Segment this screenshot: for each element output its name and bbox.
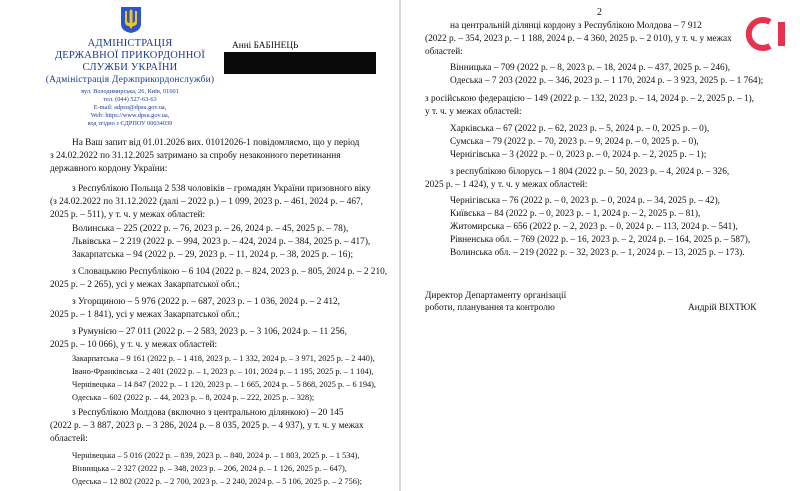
body-line: Волинська – 225 (2022 р. – 76, 2023 р. – 26, 2024 р. – 45, 2025 р. – 78), <box>72 224 349 234</box>
body-line: 2025 р. – 1 841), усі у межах Закарпатської обл.; <box>50 310 240 320</box>
body-line: Сумська – 79 (2022 р. – 70, 2023 р. – 9, 2024 р. – 0, 2025 р. – 0), <box>450 137 699 147</box>
body-line: Чернівецька – 5 016 (2022 р. – 839, 2023 р. – 840, 2024 р. – 1 803, 2025 р. – 1 534), <box>72 451 360 460</box>
body-line: у т. ч. у межах областей: <box>425 107 522 117</box>
body-line: Волинська обл. – 219 (2022 р. – 32, 2023 р. – 1, 2024 р. – 13, 2025 р. – 173). <box>450 248 745 258</box>
org-line-4: (Адміністрація Держприкордонслужби) <box>45 75 215 85</box>
body-line: областей: <box>425 47 463 57</box>
signatory-name: Андрій ВІХТЮК <box>688 303 757 313</box>
contact-address: вул. Володимирська, 26, Київ, 01601 <box>81 88 179 95</box>
contact-edrpou: код згідно з ЄДРПОУ 00034039 <box>87 120 173 127</box>
page-divider <box>399 0 401 491</box>
body-line: Закарпатська – 9 161 (2022 р. – 1 418, 2023 р. – 1 332, 2024 р. – 3 971, 2025 р. – 2 440), <box>72 354 375 363</box>
body-line: Харківська – 67 (2022 р. – 62, 2023 р. – 5, 2024 р. – 0, 2025 р. – 0), <box>450 124 710 134</box>
body-line: Львівська – 2 219 (2022 р. – 994, 2023 р. – 424, 2024 р. – 384, 2025 р. – 417), <box>72 237 371 247</box>
body-line: з російською федерацією – 149 (2022 р. – 132, 2023 р. – 14, 2024 р. – 2, 2025 р. – 1), <box>425 94 755 104</box>
body-line: Чернігівська – 3 (2022 р. – 0, 2023 р. – 0, 2024 р. – 2, 2025 р. – 1); <box>450 150 707 160</box>
body-line: (з 24.02.2022 по 31.12.2022 (далі – 2022 р.) – 1 099, 2023 р. – 461, 2024 р. – 467, <box>50 197 364 207</box>
body-line: Чернівецька – 14 847 (2022 р. – 1 120, 2023 р. – 1 665, 2024 р. – 5 868, 2025 р. – 6 194), <box>72 380 376 389</box>
body-line: Одеська – 7 203 (2022 р. – 346, 2023 р. – 1 170, 2024 р. – 3 923, 2025 р. – 1 764); <box>450 76 764 86</box>
contact-phone: тел. (044) 527-63-63 <box>103 96 157 103</box>
contact-email: E-mail: adpsu@dpsu.gov.ua, <box>93 104 167 111</box>
page-number: 2 <box>597 7 602 18</box>
body-line: На Ваш запит від 01.01.2026 вих. 01012026-1 повідомляємо, що у період <box>72 138 360 148</box>
body-line: Київська – 84 (2022 р. – 0, 2023 р. – 1, 2024 р. – 2, 2025 р. – 81), <box>450 209 701 219</box>
org-line-2: ДЕРЖАВНОЇ ПРИКОРДОННОЇ <box>54 50 206 61</box>
document-page-1 <box>0 0 398 491</box>
org-line-3: СЛУЖБИ УКРАЇНИ <box>82 62 178 73</box>
body-line: з Угорщиною – 5 976 (2022 р. – 687, 2023 р. – 1 036, 2024 р. – 2 412, <box>72 297 340 307</box>
signature-title-line-2: роботи, планування та контролю <box>425 303 555 313</box>
body-line: на центральній ділянці кордону з Республікою Молдова – 7 912 <box>450 21 702 31</box>
org-line-1: АДМІНІСТРАЦІЯ <box>87 38 173 49</box>
body-line: з Словацькою Республікою – 6 104 (2022 р. – 824, 2023 р. – 805, 2024 р. – 2 210, <box>72 267 388 277</box>
redacted-block <box>224 52 376 74</box>
recipient-name: Анні БАБІНЕЦЬ <box>232 41 299 51</box>
body-line: Вінницька – 2 327 (2022 р. – 348, 2023 р. – 206, 2024 р. – 1 126, 2025 р. – 647), <box>72 464 347 473</box>
body-line: Закарпатська – 94 (2022 р. – 29, 2023 р. – 11, 2024 р. – 38, 2025 р. – 16); <box>72 250 354 260</box>
body-line: Одеська – 602 (2022 р. – 44, 2023 р. – 8, 2024 р. – 222, 2025 р. – 328); <box>72 393 315 402</box>
body-line: Івано-Франківська – 2 401 (2022 р. – 1, 2023 р. – 101, 2024 р. – 1 195, 2025 р. – 1 104), <box>72 367 374 376</box>
body-line: Рівненська обл. – 769 (2022 р. – 16, 2023 р. – 2, 2024 р. – 164, 2025 р. – 587), <box>450 235 751 245</box>
body-line: з Румунією – 27 011 (2022 р. – 2 583, 2023 р. – 3 106, 2024 р. – 11 256, <box>72 327 347 337</box>
body-line: (2022 р. – 354, 2023 р. – 1 188, 2024 р. – 4 360, 2025 р. – 2 010), у т. ч. у межах <box>425 34 732 44</box>
ci-watermark-logo-icon <box>744 14 794 54</box>
body-line: Чернігівська – 76 (2022 р. – 0, 2023 р. – 0, 2024 р. – 34, 2025 р. – 42), <box>450 196 720 206</box>
body-line: 2025 р. – 511), у т. ч. у межах областей: <box>50 210 206 220</box>
body-line: з Республікою Польща 2 538 чоловіків – громадян України призовного віку <box>72 184 371 194</box>
body-line: 2025 р. – 1 424), у т. ч. у межах областей: <box>425 180 588 190</box>
signature-title-line-1: Директор Департаменту організації <box>425 291 567 301</box>
body-line: 2025 р. – 10 066), у т. ч. у межах областей: <box>50 340 218 350</box>
body-line: 2025 р. – 2 265), усі у межах Закарпатської обл.; <box>50 280 240 290</box>
body-line: з Республікою Молдова (включно з центральною ділянкою) – 20 145 <box>72 408 344 418</box>
trident-emblem-icon <box>120 6 142 34</box>
document-page-2 <box>402 0 800 491</box>
organization-name <box>40 38 220 86</box>
contact-web: Web: https://www.dpsu.gov.ua, <box>90 112 170 119</box>
body-line: державного кордону України: <box>50 164 168 174</box>
body-line: Одеська – 12 802 (2022 р. – 2 700, 2023 р. – 2 240, 2024 р. – 5 106, 2025 р. – 2 756); <box>72 477 362 486</box>
body-line: з 24.02.2022 по 31.12.2025 затримано за спробу незаконного перетинання <box>50 151 341 161</box>
organization-contacts <box>60 88 200 128</box>
body-line: областей: <box>50 434 88 444</box>
body-line: Вінницька – 709 (2022 р. – 8, 2023 р. – 18, 2024 р. – 437, 2025 р. – 246), <box>450 63 731 73</box>
body-line: (2022 р. – 3 887, 2023 р. – 3 286, 2024 р. – 8 035, 2025 р. – 4 937), у т. ч. у межах <box>50 421 364 431</box>
body-line: з республікою білорусь – 1 804 (2022 р. – 50, 2023 р. – 4, 2024 р. – 326, <box>450 167 730 177</box>
body-line: Житомирська – 656 (2022 р. – 2, 2023 р. – 0, 2024 р. – 113, 2024 р. – 541), <box>450 222 738 232</box>
